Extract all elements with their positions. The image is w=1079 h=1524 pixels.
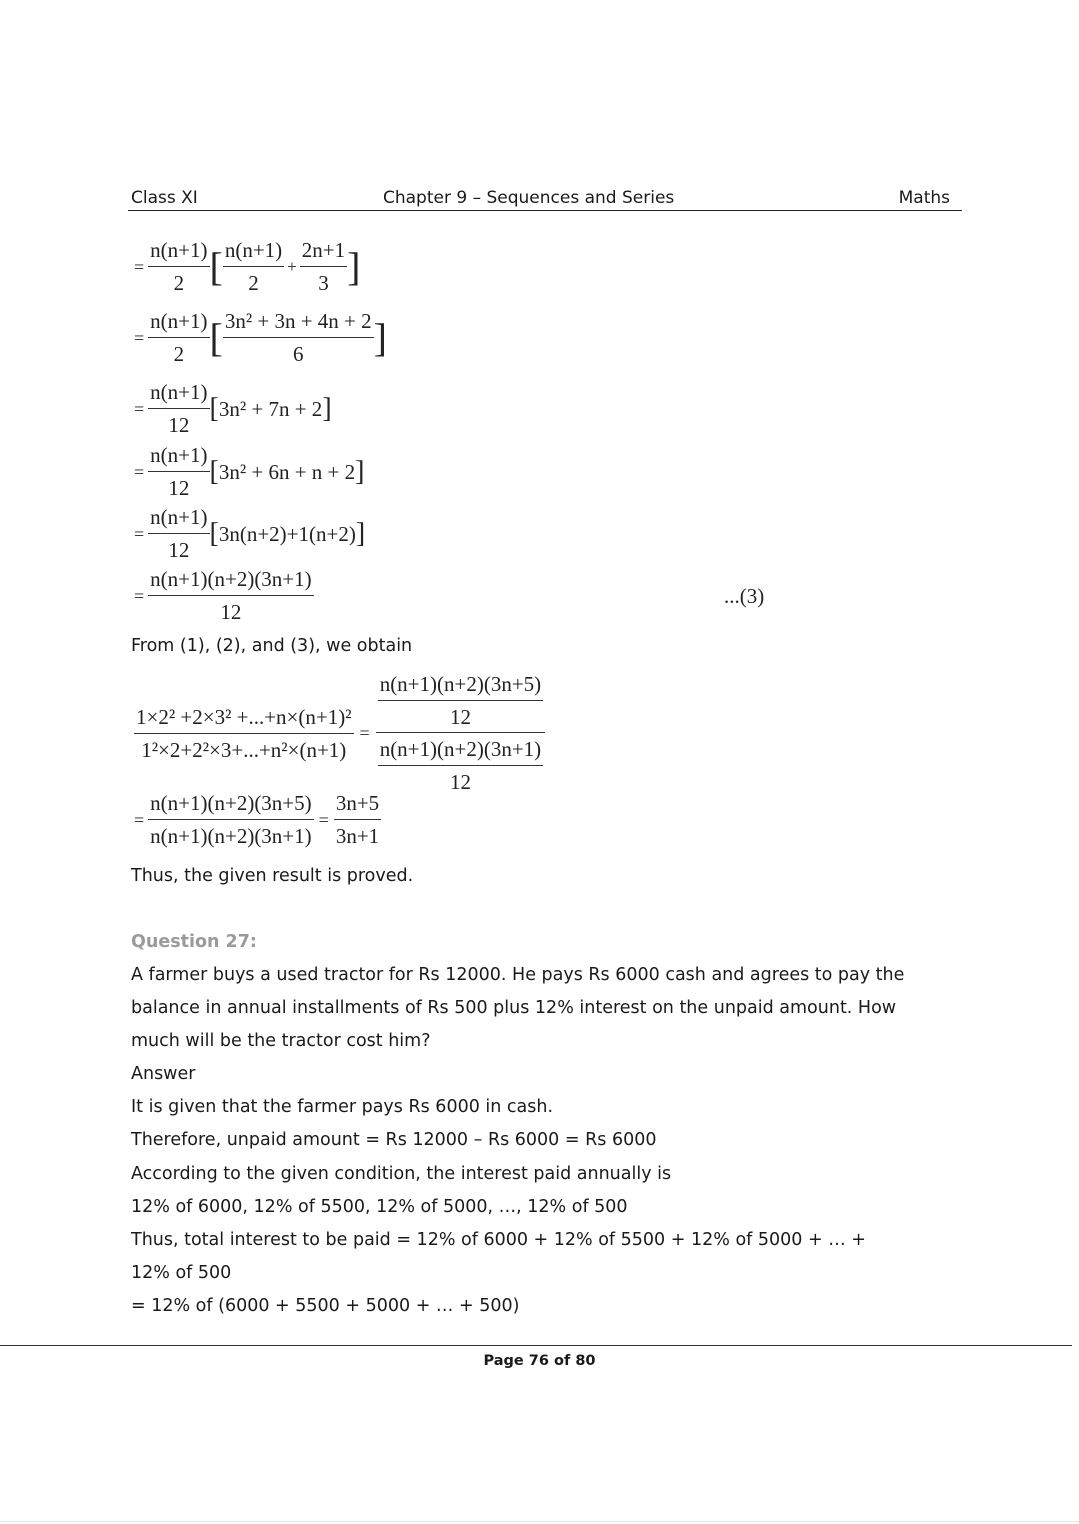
eq1-lead-numerator: n(n+1) — [148, 238, 209, 267]
equation-line-7: $\frac{\text{1×2² +2×3² +...+n×(n+1)²}}{\text{1²×2+2²×3+...+n²×(n+1)}}$ = $\frac{\frac{n(n+1)(n+2)(3n+5)}{12}}{\frac{n(n+1)(n+2)(3n+1)}{12}}$ — [134, 672, 545, 795]
close-bracket: ] — [347, 244, 361, 289]
answer-line-6: 12% of 500 — [131, 1263, 232, 1283]
eq5-body: 3n(n+2)+1(n+2) — [218, 521, 356, 546]
question-line-3: much will be the tractor cost him? — [131, 1031, 431, 1051]
eq7-lhs-numerator: 1×2² +2×3² +...+n×(n+1)² — [134, 705, 354, 734]
eq2-inner-numerator: 3n² + 3n + 4n + 2 — [223, 309, 374, 338]
answer-line-1: It is given that the farmer pays Rs 6000 in cash. — [131, 1097, 554, 1117]
eq3-body: 3n² + 7n + 2 — [218, 396, 323, 421]
question-line-1: A farmer buys a used tractor for Rs 12000. He pays Rs 6000 cash and agrees to pay the — [131, 965, 905, 985]
eq4-lead-denominator: 12 — [168, 476, 190, 500]
eq1-inner-numerator-1: n(n+1) — [223, 238, 284, 267]
answer-line-5: Thus, total interest to be paid = 12% of 6000 + 12% of 5500 + 12% of 5000 + … + — [131, 1230, 866, 1250]
eq6-denominator: 12 — [220, 600, 242, 624]
footer-divider — [0, 1345, 1072, 1346]
eq1-inner-numerator-2: 2n+1 — [300, 238, 347, 267]
eq2-lead-numerator: n(n+1) — [148, 309, 209, 338]
text-proved: Thus, the given result is proved. — [131, 866, 414, 886]
equation-line-2: = $\frac{n(n+1)}{2}$ [ $\frac{\text{3n² + 3n + 4n + 2}}{6}$ ] — [134, 309, 387, 366]
equation-line-5: = $\frac{n(n+1)}{12}$ [ 3n(n+2)+1(n+2) ] — [134, 505, 366, 562]
eq3-lead-denominator: 12 — [168, 413, 190, 437]
header-chapter: Chapter 9 – Sequences and Series — [383, 188, 675, 208]
equation-line-3: = $\frac{n(n+1)}{12}$ [ 3n² + 7n + 2 ] — [134, 380, 332, 437]
equation-line-8: = $\frac{n(n+1)(n+2)(3n+5)}{n(n+1)(n+2)(3n+1)}$ = $\frac{3n+5}{3n+1}$ — [134, 791, 380, 848]
eq8-fraction1-denominator: n(n+1)(n+2)(3n+1) — [150, 824, 312, 848]
answer-line-7: = 12% of (6000 + 5500 + 5000 + … + 500) — [131, 1296, 520, 1316]
eq8-fraction2-denominator: 3n+1 — [335, 824, 380, 848]
eq7-rhs-top-numerator: n(n+1)(n+2)(3n+5) — [378, 672, 544, 701]
plus-sign: + — [287, 257, 297, 276]
header-class: Class XI — [131, 188, 198, 208]
eq4-body: 3n² + 6n + n + 2 — [218, 459, 356, 484]
equation-tag-3: ...(3) — [724, 584, 765, 608]
eq8-fraction2-numerator: 3n+5 — [334, 791, 381, 820]
page-number: Page 76 of 80 — [483, 1353, 596, 1369]
eq1-lead-denominator: 2 — [173, 271, 185, 295]
eq5-lead-denominator: 12 — [168, 538, 190, 562]
close-bracket: ] — [373, 315, 387, 360]
eq5-lead-numerator: n(n+1) — [148, 505, 209, 534]
open-bracket: [ — [209, 315, 223, 360]
eq1-inner-denominator-1: 2 — [248, 271, 259, 295]
eq3-lead-numerator: n(n+1) — [148, 380, 209, 409]
eq4-lead-numerator: n(n+1) — [148, 443, 209, 472]
text-from: From (1), (2), and (3), we obtain — [131, 636, 413, 656]
eq7-rhs-bottom-numerator: n(n+1)(n+2)(3n+1) — [378, 737, 544, 766]
eq1-inner-denominator-2: 3 — [318, 271, 329, 295]
equation-line-6: = $\frac{n(n+1)(n+2)(3n+1)}{12}$ — [134, 567, 312, 624]
open-bracket: [ — [209, 244, 223, 289]
question-heading: Question 27: — [131, 932, 257, 952]
header-subject: Maths — [898, 188, 950, 208]
page-header — [128, 186, 962, 211]
equation-line-1: = $\frac{n(n+1)}{2}$ [ $\frac{n(n+1)}{2}$ + $\frac{2n+1}{3}$ ] — [134, 238, 361, 295]
eq7-rhs-bottom-denominator: 12 — [449, 770, 471, 794]
answer-line-4: 12% of 6000, 12% of 5500, 12% of 5000, …, 12% of 500 — [131, 1197, 628, 1217]
question-line-2: balance in annual installments of Rs 500 plus 12% interest on the unpaid amount. How — [131, 998, 897, 1018]
eq2-lead-denominator: 2 — [173, 342, 185, 366]
page-bottom-edge — [0, 1521, 1079, 1522]
answer-label: Answer — [131, 1064, 196, 1084]
eq7-lhs-denominator: 1²×2+2²×3+...+n²×(n+1) — [141, 737, 347, 762]
eq2-inner-denominator: 6 — [292, 342, 304, 366]
equation-line-4: = $\frac{n(n+1)}{12}$ [ 3n² + 6n + n + 2 ] — [134, 443, 365, 500]
answer-line-3: According to the given condition, the interest paid annually is — [131, 1164, 672, 1184]
eq8-fraction1-numerator: n(n+1)(n+2)(3n+5) — [148, 791, 314, 820]
eq6-numerator: n(n+1)(n+2)(3n+1) — [148, 567, 314, 596]
eq7-rhs-top-denominator: 12 — [449, 705, 471, 729]
answer-line-2: Therefore, unpaid amount = Rs 12000 – Rs 6000 = Rs 6000 — [131, 1130, 657, 1150]
